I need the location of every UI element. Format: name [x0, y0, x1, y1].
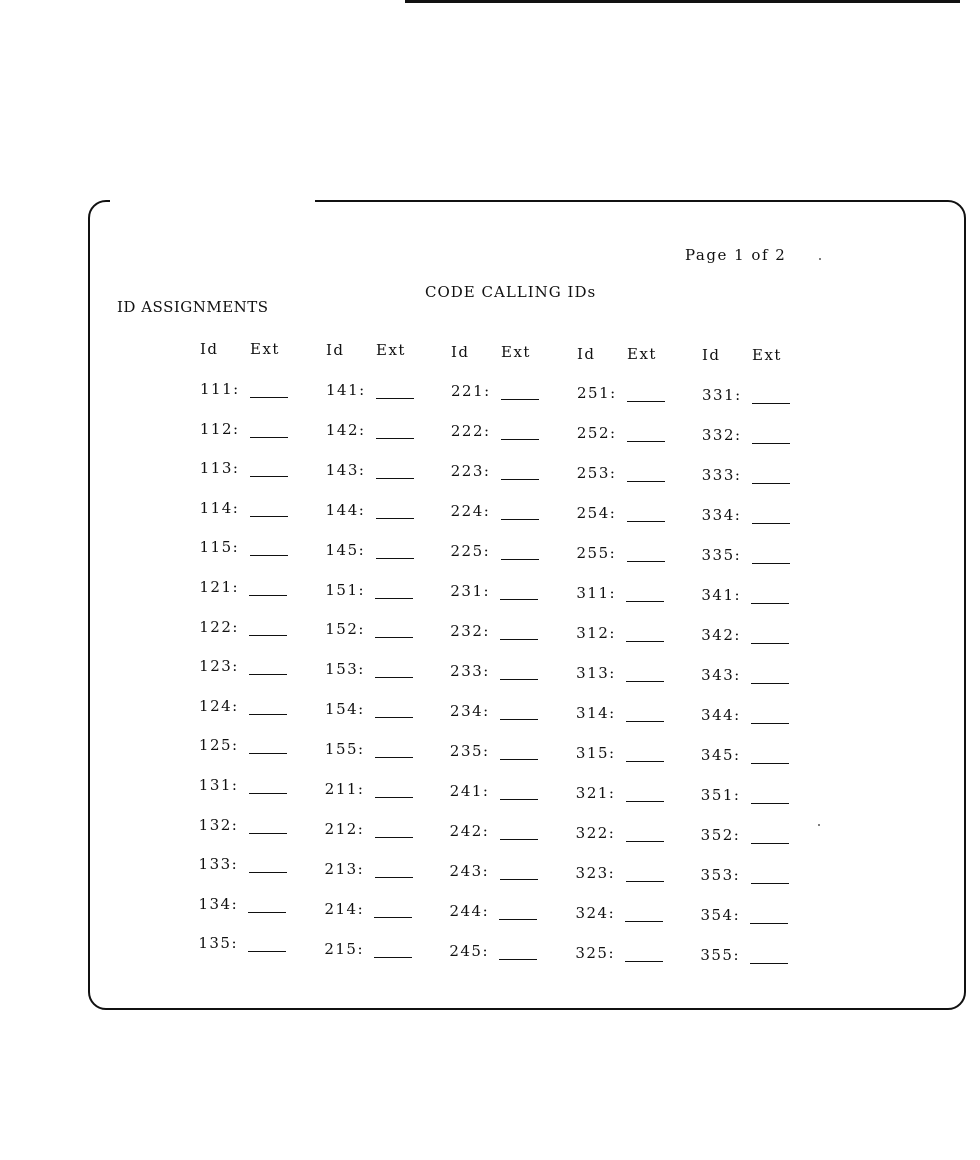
id-assignment-row — [576, 584, 686, 606]
id-assignment-row — [199, 657, 309, 679]
id-assignment-row — [326, 541, 436, 563]
id-label: 122: — [199, 617, 239, 636]
screen-frame-gap — [110, 196, 315, 204]
ext-column-header: Ext — [501, 343, 531, 361]
ext-input-field[interactable] — [752, 523, 790, 524]
id-label: 254: — [576, 504, 617, 522]
ext-input-field[interactable] — [376, 518, 414, 519]
id-column-header: Id — [200, 340, 219, 358]
ext-input-field[interactable] — [626, 721, 664, 722]
ext-input-field[interactable] — [500, 759, 538, 760]
id-label: 333: — [701, 466, 742, 484]
id-assignment-row — [450, 822, 560, 844]
screen-title: CODE CALLING IDs — [425, 283, 597, 301]
ext-input-field[interactable] — [750, 923, 788, 924]
ext-input-field[interactable] — [627, 481, 665, 482]
ext-input-field[interactable] — [625, 921, 663, 922]
ext-input-field[interactable] — [501, 439, 539, 440]
id-label: 151: — [325, 580, 366, 599]
ext-input-field[interactable] — [500, 799, 538, 800]
id-label: 341: — [701, 586, 742, 604]
ext-input-field[interactable] — [626, 681, 664, 682]
ext-input-field[interactable] — [375, 637, 413, 638]
id-label: 332: — [701, 426, 742, 444]
id-assignment-row — [199, 736, 309, 758]
id-label: 314: — [576, 704, 616, 722]
id-assignment-row — [450, 582, 560, 604]
id-column-header: Id — [326, 341, 345, 359]
id-label: 233: — [450, 662, 490, 680]
id-label: 224: — [450, 502, 491, 520]
id-assignment-row — [200, 459, 310, 481]
ext-input-field[interactable] — [751, 843, 789, 844]
ext-input-field[interactable] — [249, 714, 287, 715]
ext-input-field[interactable] — [751, 683, 789, 684]
ext-input-field[interactable] — [500, 679, 538, 680]
id-label: 115: — [199, 538, 240, 557]
id-label: 242: — [449, 822, 490, 840]
column-header — [326, 341, 406, 359]
id-label: 353: — [700, 866, 741, 884]
ext-input-field[interactable] — [627, 521, 665, 522]
id-label: 345: — [700, 746, 741, 764]
id-label: 251: — [577, 384, 617, 402]
ext-input-field[interactable] — [752, 403, 790, 404]
ext-input-field[interactable] — [375, 677, 413, 678]
id-assignment-row — [199, 697, 309, 719]
id-assignment-row — [702, 426, 812, 448]
ext-input-field[interactable] — [376, 478, 414, 479]
ext-input-field[interactable] — [501, 399, 539, 400]
ext-input-field[interactable] — [751, 883, 789, 884]
id-assignment-row — [325, 740, 435, 762]
id-assignment-row — [325, 620, 435, 642]
id-label: 354: — [700, 906, 741, 924]
id-label: 235: — [449, 742, 490, 760]
ext-input-field[interactable] — [626, 641, 664, 642]
id-assignment-row — [575, 904, 685, 926]
id-label: 124: — [199, 696, 239, 715]
ext-input-field[interactable] — [500, 719, 538, 720]
id-assignment-row — [451, 382, 561, 404]
ext-input-field[interactable] — [751, 723, 789, 724]
id-assignment-row — [324, 940, 434, 962]
ext-column-header: Ext — [627, 345, 657, 363]
ext-input-field[interactable] — [499, 959, 537, 960]
id-assignment-row — [576, 744, 686, 766]
id-assignment-row — [451, 542, 561, 564]
ext-input-field[interactable] — [249, 635, 287, 636]
ext-input-field[interactable] — [376, 438, 414, 439]
id-assignment-row — [199, 816, 309, 838]
id-assignment-row — [200, 499, 310, 521]
id-label: 112: — [199, 419, 240, 438]
ext-input-field[interactable] — [626, 841, 664, 842]
id-label: 243: — [449, 862, 490, 880]
id-assignment-row — [449, 942, 559, 964]
ext-input-field[interactable] — [500, 879, 538, 880]
ext-input-field[interactable] — [751, 803, 789, 804]
ext-input-field[interactable] — [752, 563, 790, 564]
scan-speck — [819, 258, 821, 260]
id-assignment-row — [701, 746, 811, 768]
id-assignment-row — [577, 424, 687, 446]
id-label: 144: — [325, 500, 366, 519]
ext-input-field[interactable] — [250, 476, 288, 477]
ext-input-field[interactable] — [374, 957, 412, 958]
id-label: 212: — [324, 819, 365, 838]
ext-input-field[interactable] — [500, 839, 538, 840]
id-label: 222: — [450, 422, 491, 440]
id-assignment-row — [701, 706, 811, 728]
ext-column-header: Ext — [752, 346, 782, 364]
ext-input-field[interactable] — [250, 437, 288, 438]
id-assignment-row — [450, 742, 560, 764]
id-assignment-row — [326, 381, 436, 403]
id-assignment-row — [576, 704, 686, 726]
id-assignment-row — [702, 386, 812, 408]
id-assignment-row — [199, 855, 309, 877]
ext-input-field[interactable] — [375, 598, 413, 599]
column-header — [451, 343, 531, 361]
ext-input-field[interactable] — [752, 443, 790, 444]
id-assignment-row — [200, 538, 310, 560]
ext-input-field[interactable] — [250, 397, 288, 398]
ext-input-field[interactable] — [375, 757, 413, 758]
id-label: 211: — [324, 780, 365, 798]
id-assignment-row — [325, 820, 435, 842]
id-label: 111: — [200, 380, 240, 398]
ext-input-field[interactable] — [751, 603, 789, 604]
id-assignment-row — [700, 906, 810, 928]
column-header — [577, 345, 657, 363]
id-label: 325: — [575, 944, 615, 962]
id-label: 125: — [198, 736, 239, 755]
ext-column-header: Ext — [250, 340, 280, 358]
id-assignment-row — [325, 860, 435, 882]
id-label: 355: — [700, 946, 740, 964]
ext-input-field[interactable] — [375, 797, 413, 798]
id-assignment-row — [575, 944, 685, 966]
id-label: 123: — [199, 657, 239, 676]
ext-input-field[interactable] — [751, 643, 789, 644]
id-label: 252: — [576, 424, 617, 442]
ext-input-field[interactable] — [627, 441, 665, 442]
id-label: 143: — [325, 460, 366, 479]
ext-input-field[interactable] — [375, 837, 413, 838]
ext-input-field[interactable] — [248, 951, 286, 952]
id-label: 152: — [325, 620, 365, 639]
id-column-header: Id — [702, 346, 721, 364]
id-assignment-row — [701, 786, 811, 808]
id-assignment-row — [577, 504, 687, 526]
ext-input-field[interactable] — [249, 674, 287, 675]
id-label: 335: — [701, 546, 742, 564]
id-label: 311: — [576, 584, 617, 602]
ext-input-field[interactable] — [249, 833, 287, 834]
id-label: 343: — [701, 666, 741, 684]
id-label: 113: — [199, 459, 240, 478]
screen-frame — [88, 200, 966, 1010]
id-label: 244: — [449, 902, 490, 920]
id-label: 255: — [576, 544, 617, 562]
id-assignment-row — [198, 934, 308, 956]
id-label: 315: — [575, 744, 616, 762]
ext-input-field[interactable] — [374, 917, 412, 918]
ext-input-field[interactable] — [250, 516, 288, 517]
ext-input-field[interactable] — [626, 881, 664, 882]
ext-input-field[interactable] — [249, 753, 287, 754]
section-label: ID ASSIGNMENTS — [117, 298, 269, 316]
id-assignment-row — [451, 462, 561, 484]
id-label: 142: — [325, 420, 366, 439]
id-assignment-row — [325, 660, 435, 682]
id-assignment-row — [199, 618, 309, 640]
id-assignment-row — [701, 826, 811, 848]
id-assignment-row — [451, 502, 561, 524]
ext-column-header: Ext — [376, 341, 406, 359]
id-label: 134: — [198, 894, 239, 913]
ext-input-field[interactable] — [626, 801, 664, 802]
id-assignment-row — [199, 578, 309, 600]
id-label: 253: — [576, 464, 617, 482]
id-assignment-row — [200, 420, 310, 442]
id-label: 215: — [324, 939, 364, 958]
id-label: 114: — [199, 498, 240, 517]
id-label: 155: — [324, 740, 365, 759]
id-label: 121: — [199, 578, 240, 596]
id-assignment-row — [576, 864, 686, 886]
ext-input-field[interactable] — [499, 919, 537, 920]
id-label: 132: — [198, 815, 239, 834]
ext-input-field[interactable] — [625, 961, 663, 962]
ext-input-field[interactable] — [249, 595, 287, 596]
id-assignment-row — [450, 782, 560, 804]
id-assignment-row — [701, 626, 811, 648]
id-assignment-row — [450, 622, 560, 644]
id-label: 145: — [325, 540, 366, 559]
id-assignment-row — [325, 700, 435, 722]
ext-input-field[interactable] — [501, 519, 539, 520]
id-label: 331: — [702, 386, 742, 404]
ext-input-field[interactable] — [750, 963, 788, 964]
page-indicator: Page 1 of 2 — [685, 246, 787, 264]
ext-input-field[interactable] — [250, 555, 288, 556]
id-label: 221: — [451, 382, 491, 400]
ext-input-field[interactable] — [375, 717, 413, 718]
id-label: 153: — [325, 660, 365, 679]
id-label: 232: — [450, 622, 490, 640]
id-assignment-row — [326, 501, 436, 523]
id-label: 131: — [198, 776, 239, 794]
id-label: 241: — [449, 782, 490, 800]
column-header — [200, 340, 280, 358]
id-assignment-row — [577, 544, 687, 566]
ext-input-field[interactable] — [627, 561, 665, 562]
id-label: 321: — [575, 784, 616, 802]
id-assignment-row — [577, 464, 687, 486]
ext-input-field[interactable] — [751, 763, 789, 764]
id-label: 245: — [449, 942, 489, 960]
id-label: 234: — [450, 702, 490, 720]
id-label: 351: — [700, 786, 741, 804]
id-assignment-row — [450, 862, 560, 884]
id-assignment-row — [702, 466, 812, 488]
id-assignment-row — [701, 866, 811, 888]
id-assignment-row — [702, 506, 812, 528]
id-label: 223: — [450, 462, 491, 480]
id-assignment-row — [576, 624, 686, 646]
id-assignment-row — [200, 380, 310, 402]
id-label: 213: — [324, 859, 365, 878]
ext-input-field[interactable] — [752, 483, 790, 484]
ext-input-field[interactable] — [626, 761, 664, 762]
id-label: 322: — [575, 824, 616, 842]
id-assignment-row — [326, 461, 436, 483]
id-label: 344: — [701, 706, 741, 724]
id-assignment-row — [576, 784, 686, 806]
id-assignment-row — [576, 824, 686, 846]
id-assignment-row — [450, 702, 560, 724]
id-assignment-row — [700, 946, 810, 968]
id-assignment-row — [702, 546, 812, 568]
id-label: 133: — [198, 855, 239, 874]
ext-input-field[interactable] — [249, 793, 287, 794]
top-rule — [405, 0, 960, 3]
id-assignment-row — [451, 422, 561, 444]
id-label: 334: — [701, 506, 742, 524]
ext-input-field[interactable] — [500, 599, 538, 600]
ext-input-field[interactable] — [376, 558, 414, 559]
id-assignment-row — [449, 902, 559, 924]
ext-input-field[interactable] — [501, 479, 539, 480]
id-label: 231: — [450, 582, 491, 600]
id-assignment-row — [701, 586, 811, 608]
ext-input-field[interactable] — [249, 872, 287, 873]
id-label: 312: — [576, 624, 616, 642]
id-label: 135: — [198, 934, 238, 953]
id-assignment-row — [701, 666, 811, 688]
ext-input-field[interactable] — [626, 601, 664, 602]
ext-input-field[interactable] — [500, 639, 538, 640]
id-assignment-row — [324, 900, 434, 922]
id-assignment-row — [198, 895, 308, 917]
id-label: 225: — [450, 542, 491, 560]
ext-input-field[interactable] — [501, 559, 539, 560]
ext-input-field[interactable] — [627, 401, 665, 402]
id-label: 154: — [325, 700, 365, 719]
id-label: 342: — [701, 626, 741, 644]
id-assignment-row — [577, 384, 687, 406]
id-assignment-row — [325, 780, 435, 802]
scan-speck — [818, 824, 820, 826]
id-label: 324: — [575, 904, 616, 922]
id-assignment-row — [576, 664, 686, 686]
id-label: 313: — [576, 664, 616, 682]
id-label: 352: — [700, 826, 741, 844]
id-column-header: Id — [577, 345, 596, 363]
id-column-header: Id — [451, 343, 470, 361]
id-assignment-row — [326, 421, 436, 443]
id-label: 214: — [324, 899, 365, 918]
ext-input-field[interactable] — [375, 877, 413, 878]
id-label: 323: — [575, 864, 616, 882]
id-assignment-row — [450, 662, 560, 684]
ext-input-field[interactable] — [248, 912, 286, 913]
ext-input-field[interactable] — [376, 398, 414, 399]
id-assignment-row — [199, 776, 309, 798]
id-label: 141: — [326, 381, 366, 399]
id-assignment-row — [325, 581, 435, 603]
column-header — [702, 346, 782, 364]
